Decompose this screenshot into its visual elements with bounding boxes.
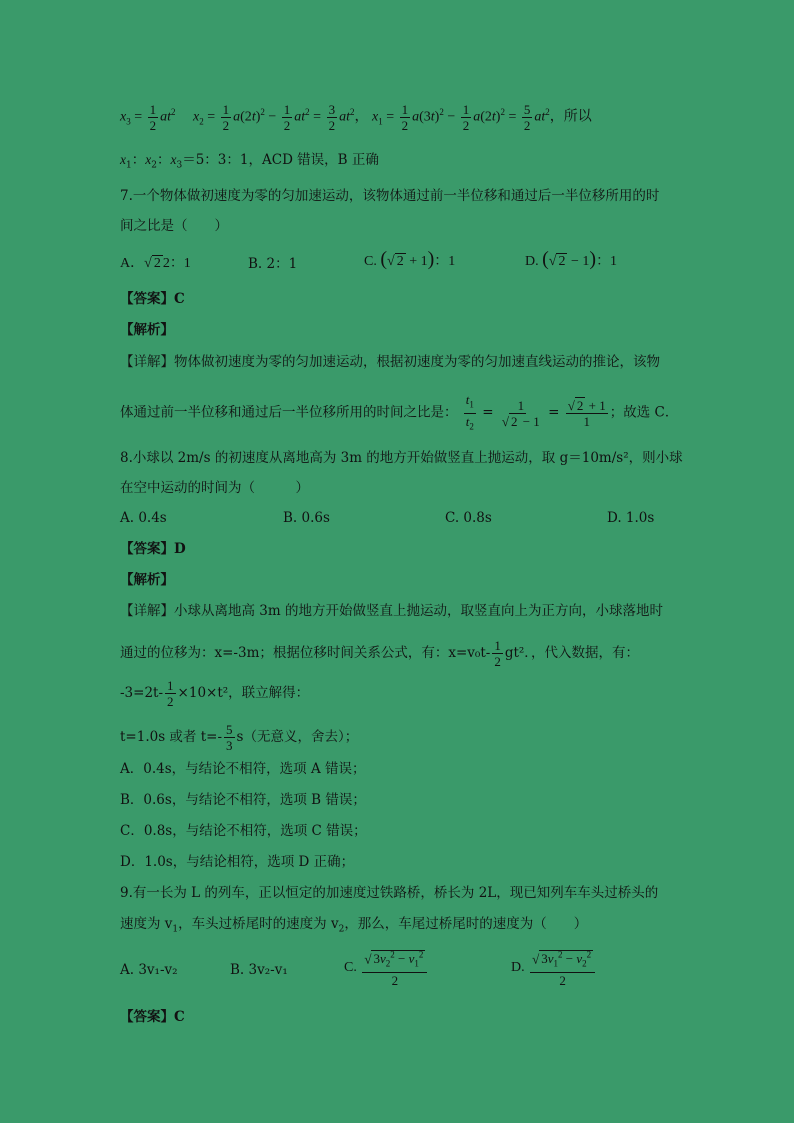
q8-answer: 【答案】D	[120, 541, 186, 557]
q7-answer: 【答案】C	[120, 291, 185, 307]
q8-conclusion-c: C．0.8s，与结论不相符，选项 C 错误；	[120, 823, 367, 839]
q8-option-c: C. 0.8s	[445, 510, 492, 526]
q8-detail-line3: -3=2t- $\frac{1}{2}$ ×10×t²，联立解得：	[120, 678, 310, 709]
q8-detail-line2: 通过的位移为：x=-3m；根据位移时间关系公式，有：x=v₀t- $\frac{1}{2}$ gt²．，代入数据，有：	[120, 638, 640, 669]
q8-detail-line1: 【详解】小球从离地高 3m 的地方开始做竖直上抛运动，取竖直向上为正方向，小球落地时	[120, 603, 663, 619]
q8-conclusion-b: B．0.6s，与结论不相符，选项 B 错误；	[120, 792, 366, 808]
q8-option-a: A. 0.4s	[120, 510, 167, 526]
q8-detail-line4: t=1.0s 或者 t=- $\frac{5}{3}$ s（无意义，舍去）；	[120, 722, 359, 753]
q7-option-a: A．√ 2 2：1	[120, 256, 191, 271]
q8-stem-line1: 8.小球以 2m/s 的初速度从离地高为 3m 的地方开始做竖直上抛运动，取 g＝10m/s²，则小球	[120, 450, 683, 466]
q8-option-d: D. 1.0s	[607, 510, 655, 526]
q7-stem-line2: 间之比是（ ）	[120, 218, 228, 234]
q7-detail-line2: 体通过前一半位移和通过后一半位移所用的时间之比是： $\frac{t_1}{t_2}$ = $\frac{1}{√ 2 - 1}$ = $\frac{√ 2 + 1}{1}$ ；故选 C．	[120, 392, 679, 432]
q7-analysis: 【解析】	[120, 322, 174, 338]
q7-option-b: B. 2：1	[248, 256, 298, 272]
ratio-value: ＝5：3：1	[182, 152, 249, 168]
formula-line-displacements: $x_3$ = $\frac{1}{2}$ $at^2$ $x_2$ = $\frac{1}{2}$ $a(2t)^2$ − $\frac{1}{2}$ $at^2$ = $\frac{3}{2}$ $at^2$， $x_1$ = $\frac{1}{2}$ $a(3t)^2$ − $\frac{1}{2}$ $a(2t)^2$ = $\frac{5}{2}$ $at^2$，所以	[120, 102, 592, 133]
q9-option-a: A. 3v₁-v₂	[120, 962, 178, 978]
q9-stem-line1: 9.有一长为 L 的列车，正以恒定的加速度过铁路桥，桥长为 2L，现已知列车车头过桥头的	[120, 885, 659, 901]
q8-conclusion-a: A．0.4s，与结论不相符，选项 A 错误；	[120, 761, 366, 777]
q7-stem-line1: 7.一个物体做初速度为零的匀加速运动，该物体通过前一半位移和通过后一半位移所用的时	[120, 188, 660, 204]
q7-detail-line1: 【详解】物体做初速度为零的匀加速运动，根据初速度为零的匀加速直线运动的推论，该物	[120, 354, 660, 370]
q8-stem-line2: 在空中运动的时间为（ ）	[120, 480, 309, 496]
q9-option-b: B. 3v₂-v₁	[230, 962, 288, 978]
q9-option-d: D. $\frac{√ 3v_1^2 - v_2^2}{2}$	[511, 948, 597, 988]
so-text: ，所以	[549, 109, 592, 125]
q9-stem-line2: 速度为 $v_1$，车头过桥尾时的速度为 $v_2$，那么，车尾过桥尾时的速度为（ ）	[120, 916, 588, 935]
q8-conclusion-d: D．1.0s，与结论相符，选项 D 正确；	[120, 854, 355, 870]
q7-option-d: D. (√ 2 − 1)：1	[525, 248, 618, 270]
q8-analysis: 【解析】	[120, 572, 174, 588]
q8-option-b: B. 0.6s	[283, 510, 330, 526]
q7-option-c: C. (√ 2 + 1)：1	[364, 248, 456, 270]
q9-option-c: C. $\frac{√ 3v_2^2 - v_1^2}{2}$	[344, 948, 429, 988]
ratio-line: $x_1$：$x_2$：$x_3=5$：3：1，ACD 错误，B 正确	[120, 152, 379, 171]
q9-answer: 【答案】C	[120, 1009, 185, 1025]
ratio-conclusion: ，ACD 错误，B 正确	[248, 152, 379, 168]
